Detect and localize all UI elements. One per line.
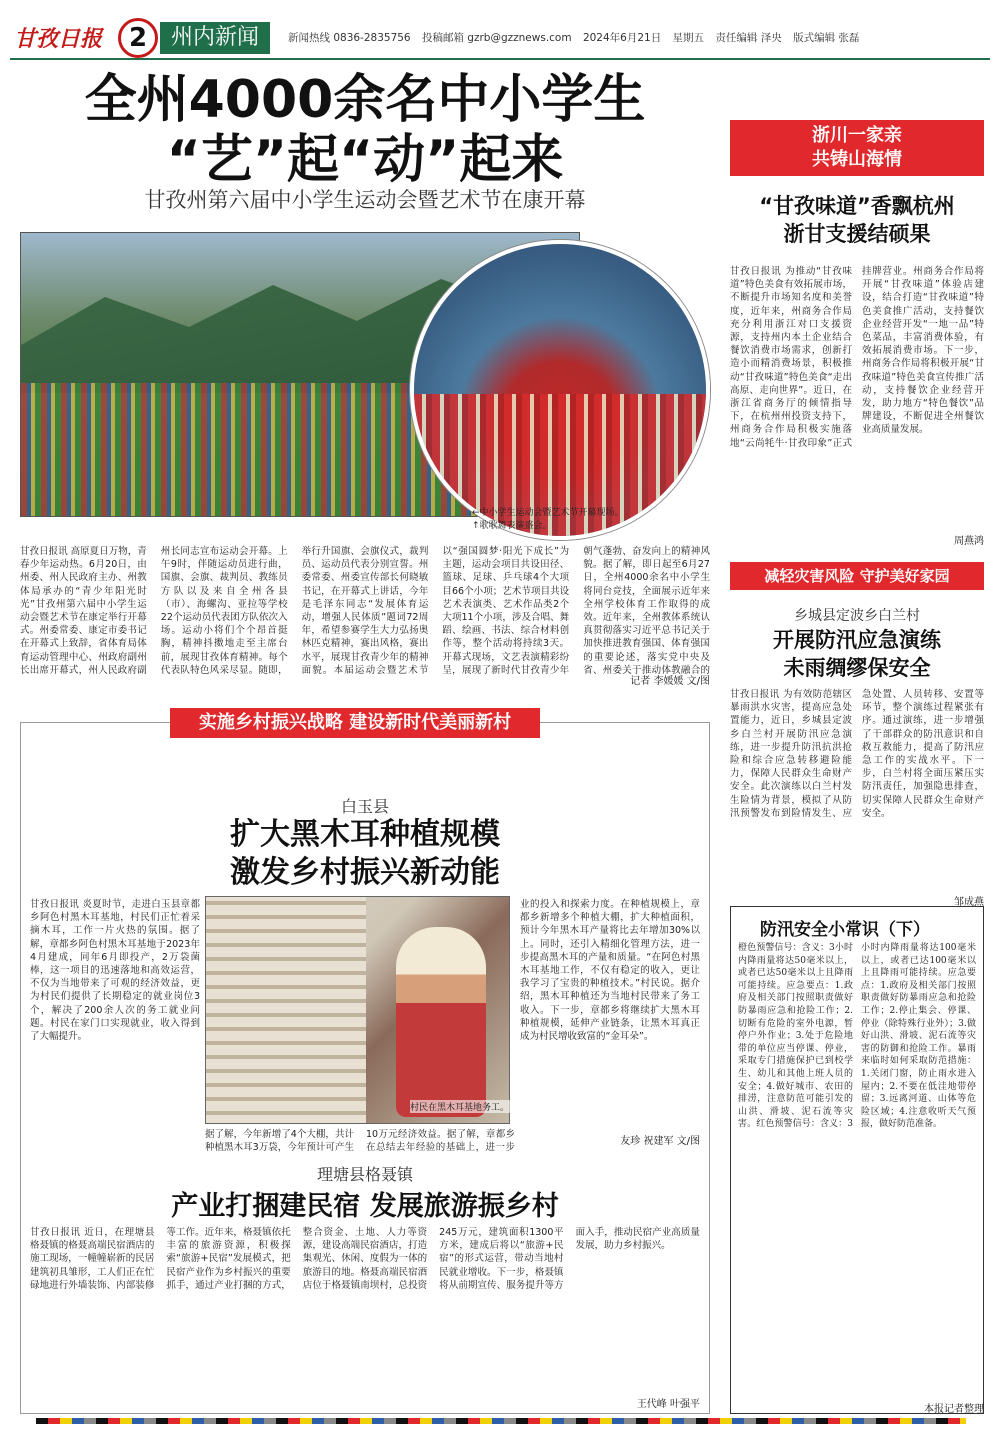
header-divider — [10, 58, 990, 60]
fungus-bags — [206, 897, 366, 1124]
section-label: 州内新闻 — [160, 22, 270, 54]
tips-byline: 本报记者整理 — [924, 1404, 984, 1415]
fungus-photo — [205, 896, 510, 1124]
tips-body: 橙色预警信号：含义：3小时内降雨量将达50毫米以上，或者已达50毫米以上且降雨可能持续。应急要点：1.政府及相关部门按照职责做好防暴雨应急和抢险工作；2.切断有危险的室外电源，暂停户外作业；3.处于危险地带的单位应当停课、停业，采取专门措施保护已到校学生、幼儿和其他上班人员的安全；4.做好城市、农田的排涝，注意防范可能引发的山洪、滑坡、泥石流等灾害。红色预警信号：含义：3小时内降雨量将达100毫米以上，或者已达100毫米以上且降雨可能持续。应急要点：1.政府及相关部门按照职责做好防暴雨应急和抢险工作；2.停止集会、停课、停业（除特殊行业外）；3.做好山洪、滑坡、泥石流等灾害的防御和抢险工作。暴雨来临时如何采取防范措施：1.关闭门窗，防止雨水进入屋内；2.不要在低洼地带停留；3.远离河道、山体等危险区域；4.注意收听天气预报，做好防范准备。 — [738, 943, 976, 1130]
litang-title: 产业打捆建民宿 发展旅游振乡村 — [171, 1191, 559, 1222]
bt-title-line-2: 未雨绸缪保安全 — [783, 656, 931, 680]
baiyu-title — [20, 816, 710, 892]
lead-headline — [20, 70, 710, 190]
lead-byline: 记者 李媛媛 文/图 — [630, 676, 710, 687]
worker-figure — [396, 927, 486, 1117]
hotline: 新闻热线 0836-2835756 — [288, 32, 411, 44]
lead-story-body: 甘孜日报讯 高原夏日万物，青春少年运动热。6月20日，由州委、州人民政府主办、州教体局承办的“青少年阳光时光”甘孜州第六届中小学生运动会暨艺术节在康定举行开幕式。州委常委、康定市委书记在开幕式上致辞，省体育局体育运动管理中心、州政府副州长出席开幕式，州人民政府副州长同志宣布运动会开幕。上午9时，伴随运动员进行曲，国旗、会旗、裁判员、教练员方队以及来自全州各县（市）、海螺沟、亚拉等学校22个运动员代表团方队依次入场。运动小将们个个昂首挺胸，精神抖擞地走至主席台前，展现甘孜体育精神。每个代表队特色风采尽显。随即，举行升国旗、会旗仪式，裁判员、运动员代表分别宣誓。州委常委、州委宣传部长何晓敏书记，在开幕式上讲话，今年是毛泽东同志“发展体育运动，增强人民体质”题词72周年，希望参赛学生大力弘扬奥林匹克精神，赛出风格，赛出水平，展现甘孜青少年的精神面貌。本届运动会暨艺术节以“强国圆梦·阳光下成长”为主题，运动会项目共设田径、篮球、足球、乒乓球4个大项目66个小项；艺术节项目共设艺术表演类、艺术作品类2个大项11个小项，涉及合唱、舞蹈、绘画、书法、综合材料创作等，整个活动将持续3天。开幕式现场，文艺表演精彩纷呈，展现了新时代甘孜青少年朝气蓬勃、奋发向上的精神风貌。据了解，即日起至6月27日，全州4000余名中小学生将同台竞技，全面展示近年来全州学校体育工作取得的成效。近年来，全州教体系统认真贯彻落实习近平总书记关于加快推进教育强国、体育强国的重要论述，落实党中央及省、州委关于推动体教融合的 — [20, 546, 710, 676]
weekday: 星期五 — [672, 32, 705, 44]
zhejiang-title — [730, 192, 984, 248]
baiyu-kicker: 白玉县 — [340, 797, 389, 816]
tips-title: 防汛安全小常识（下） — [760, 920, 930, 940]
bt-title-line-1: 开展防汛应急演练 — [773, 628, 941, 652]
zhejiang-body: 甘孜日报讯 为推动“甘孜味道”特色美食有效拓展市场，不断提升市场知名度和美誉度，近年来，州商务合作局充分利用浙江对口支援资源，支持州内本土企业结合餐饮消费市场需求，创新打造小而精消费场景，积极推动“甘孜味道”特色美食“走出高原、走向世界”。近日，在浙江省商务厅的倾情指导下，在杭州州投资支持下，州商务合作局积极实施落地“云尚牦牛·甘孜印象”正式挂牌营业。州商务合作局将开展“甘孜味道”体验店建设，结合打造“甘孜味道”特色美食推广活动，支持餐饮企业经营开发“一地一品”特色菜品，丰富消费体验，有效拓展消费市场。下一步，州商务合作局将积极开展“甘孜味道”特色美食宣传推广活动，支持餐饮企业经营开发，助力地方“特色餐饮”品牌建设，不断促进全州餐饮业高质量发展。 — [730, 266, 984, 449]
header-info — [288, 30, 988, 45]
litang-kicker: 理塘县格聂镇 — [316, 1165, 413, 1184]
zhejiang-banner — [730, 120, 984, 176]
performance-photo — [410, 240, 710, 540]
baiyu-title-line-1: 扩大黑木耳种植规模 — [230, 817, 500, 852]
disaster-kicker: 乡城县定波乡白兰村 — [794, 608, 920, 624]
zj-title-line-2: 浙甘支援结硕果 — [783, 222, 931, 246]
headline-line-2: “艺”起“动”起来 — [166, 130, 564, 190]
baiyu-byline: 友珍 祝建军 文/图 — [620, 1136, 700, 1147]
litang-body: 甘孜日报讯 近日，在理塘县格聂镇的格聂高端民宿酒店的施工现场，一幢幢崭新的民居建筑初具雏形，工人们正在忙碌地进行外墙装饰、内部装修等工作。近年来，格聂镇依托丰富的旅游资源，积极探索“旅游+民宿”发展模式，把民宿产业作为乡村振兴的重要抓手，通过产业打捆的方式，整合资金、土地、人力等资源，建设高端民宿酒店，打造集观光、休闲、度假为一体的旅游目的地。格聂高端民宿酒店位于格聂镇南坝村，总投资245万元，建筑面积1300平方米，建成后将以“旅游+民宿”的形式运营，带动当地村民就业增收。下一步，格聂镇将从前期宣传、服务提升等方面入手，推动民宿产业高质量发展，助力乡村振兴。 — [30, 1227, 700, 1291]
litang-byline: 王代峰 叶强平 — [636, 1399, 700, 1410]
page-number: 2 — [118, 18, 158, 58]
zj-banner-line-1: 浙川一家亲 — [812, 125, 902, 146]
date: 2024年6月21日 — [582, 32, 662, 44]
disaster-title — [730, 626, 984, 682]
email: 投稿邮箱 gzrb@gzznews.com — [421, 32, 572, 44]
lead-subheadline: 甘孜州第六届中小学生运动会暨艺术节在康开幕 — [144, 188, 586, 212]
headline-line-1: 全州4000余名中小学生 — [84, 70, 646, 130]
baiyu-body-b: 业的投入和探索力度。在种植规模上，章都乡新增多个种植大棚，扩大种植面积，预计今年黑木耳产量将比去年增加30%以上。同时，还引入精细化管理方法，进一步提高黑木耳的产量和质量。“在阿色村黑木耳基地工作，不仅有稳定的收入，更让我学习了宝贵的种植技术。”村民说。据介绍，黑木耳种植还为当地村民带来了务工收入。下一步，章都乡将继续扩大黑木耳种植规模，延伸产业链条，让黑木耳真正成为村民增收致富的“金耳朵”。 — [520, 899, 700, 1043]
disaster-banner: 减轻灾害风险 守护美好家园 — [730, 562, 984, 590]
caption-line-2: ↑歌歌舞表演盛会。 — [472, 521, 552, 531]
disaster-body: 甘孜日报讯 为有效防范辖区暴雨洪水灾害，提高应急处置能力，近日，乡城县定波乡白兰村开展防汛应急演练，进一步提升防汛抗洪抢险和综合应急转移避险能力，保障人民群众生命财产安全。此次演练以白兰村发生险情为背景，模拟了从防汛预警发布到险情发生、应急处置、人员转移、安置等环节，整个演练过程紧张有序。通过演练，进一步增强了干部群众的防汛意识和自救互救能力，提高了防汛应急工作的实战水平。下一步，白兰村将全面压紧压实防汛责任，加强隐患排查，切实保障人民群众生命财产安全。 — [730, 689, 984, 819]
caption-line-1: ←中小学生运动会暨艺术节开幕现场。 — [472, 508, 624, 518]
baiyu-title-line-2: 激发乡村振兴新动能 — [230, 855, 500, 890]
rural-banner: 实施乡村振兴战略 建设新时代美丽新村 — [170, 708, 540, 738]
editor: 责任编辑 泽央 — [715, 32, 782, 44]
zhejiang-byline: 周燕鸿 — [954, 536, 984, 547]
disaster-byline: 邹成燕 — [954, 897, 984, 908]
color-registration-bar — [36, 1418, 966, 1424]
photo-caption — [472, 507, 702, 533]
baiyu-body-a: 甘孜日报讯 炎夏时节，走进白玉县章都乡阿色村黑木耳基地，村民们正忙着采摘木耳，工作一片火热的氛围。据了解，章都乡阿色村黑木耳基地于2023年4月建成，同年6月即投产，2万袋菌棒，这一项目的迅速落地和高效运营，不仅为当地带来了可观的经济效益，更为村民们提供了长期稳定的就业岗位3个，解决了200余人次的务工就业问题。村民在家门口实现就业，收入得到了大幅提升。 — [30, 899, 200, 1043]
zj-title-line-1: “甘孜味道”香飘杭州 — [759, 194, 955, 218]
layout-editor: 版式编辑 张磊 — [793, 32, 860, 44]
zj-banner-line-2: 共铸山海情 — [812, 149, 902, 170]
masthead-logo: 甘孜日报 — [14, 26, 103, 52]
fungus-caption: 村民在黑木耳基地务工。 — [410, 1100, 510, 1113]
baiyu-body-c: 据了解，今年新增了4个大棚，共计种植黑木耳3万袋，今年预计可产生10万元经济效益。据了解，章都乡在总结去年经验的基础上，进一步 — [205, 1129, 515, 1154]
